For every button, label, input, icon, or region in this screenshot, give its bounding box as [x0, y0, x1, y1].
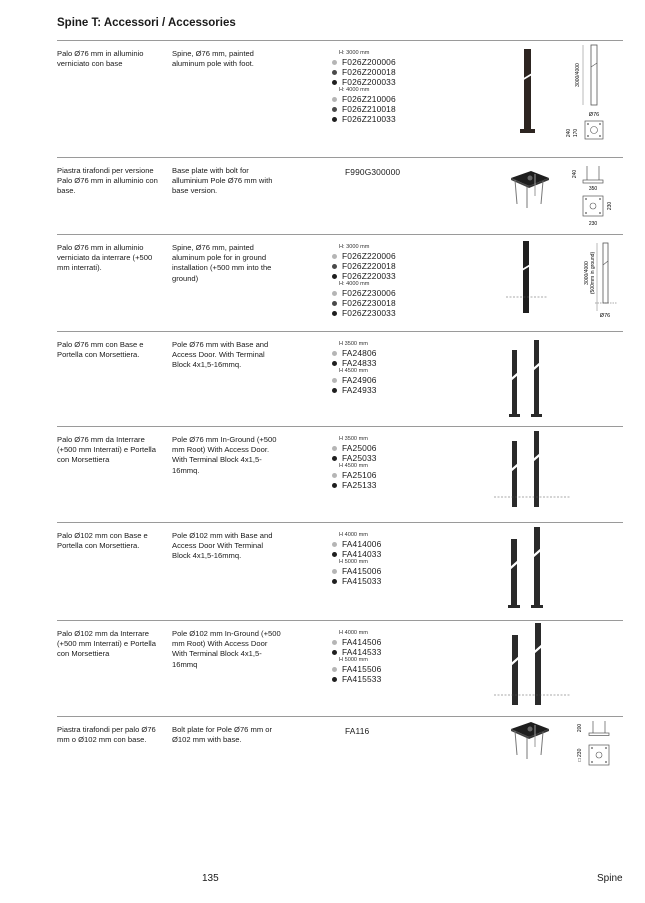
height-label: H: 4000 mm — [339, 281, 370, 287]
product-code: FA414006 — [339, 539, 439, 549]
row-divider — [57, 40, 623, 41]
finish-grey-swatch — [332, 97, 337, 102]
product-code: F026Z200033 — [339, 77, 439, 87]
height-label: H 4500 mm — [339, 368, 368, 374]
finish-black-swatch — [332, 80, 337, 85]
code-list — [339, 167, 439, 177]
finish-grey-swatch — [332, 640, 337, 645]
svg-text:(500mm in ground): (500mm in ground) — [590, 251, 596, 295]
height-label: H: 3000 mm — [339, 244, 370, 250]
height-label: H 5000 mm — [339, 657, 368, 663]
description-it: Piastra tirafondi per versione Palo Ø76 mm in alluminio con base. — [57, 166, 158, 196]
height-label: H 5000 mm — [339, 559, 368, 565]
description-en: Pole Ø76 mm In-Ground (+500 mm Root) With Access Door. With Terminal Block 4x1,5-16mmq. — [172, 435, 277, 475]
pole-pair-render — [502, 527, 562, 617]
product-code: FA24806 — [339, 348, 439, 358]
finish-grey-swatch — [332, 542, 337, 547]
product-code: F026Z230033 — [339, 308, 439, 318]
height-label: H 4500 mm — [339, 463, 368, 469]
pole-dimension-drawing — [557, 43, 627, 149]
product-code: FA25033 — [339, 453, 439, 463]
description-en: Pole Ø76 mm with Base and Access Door. With Terminal Block 4x1,5-16mmq. — [172, 340, 269, 370]
svg-text:3000/4000: 3000/4000 — [584, 261, 590, 285]
product-code: FA25133 — [339, 480, 439, 490]
description-en: Pole Ø102 mm with Base and Access Door With Terminal Block 4x1,5-16mmq. — [172, 531, 273, 561]
description-en: Base plate with bolt for alluminium Pole Ø76 mm with base version. — [172, 166, 273, 196]
description-it: Palo Ø76 mm da Interrare (+500 mm Interrati) e Portella con Morsettiera — [57, 435, 156, 465]
product-code: FA414533 — [339, 647, 439, 657]
product-code: FA414033 — [339, 549, 439, 559]
finish-grey-swatch — [332, 291, 337, 296]
finish-black-swatch — [332, 456, 337, 461]
finish-black-swatch — [332, 579, 337, 584]
product-code: F026Z200006 — [339, 57, 439, 67]
description-it: Palo Ø76 mm con Base e Portella con Morsettiera. — [57, 340, 144, 360]
svg-text:200: 200 — [577, 723, 583, 733]
product-code: F026Z210006 — [339, 94, 439, 104]
pole-render — [502, 237, 552, 317]
product-code: FA24906 — [339, 375, 439, 385]
finish-black-swatch — [332, 650, 337, 655]
product-code: F026Z210033 — [339, 114, 439, 124]
svg-text:170: 170 — [573, 128, 579, 138]
page-title: Spine T: Accessori / Accessories — [57, 17, 236, 29]
product-code: F026Z220006 — [339, 251, 439, 261]
svg-text:□ 230: □ 230 — [577, 748, 583, 762]
product-code: FA415506 — [339, 664, 439, 674]
product-code: F026Z220033 — [339, 271, 439, 281]
pole-pair-render — [502, 338, 562, 424]
pole-render — [512, 45, 542, 145]
svg-text:350: 350 — [588, 186, 598, 192]
finish-grey-swatch — [332, 378, 337, 383]
pole-dimension-drawing — [577, 239, 621, 325]
row-divider — [57, 620, 623, 621]
product-code: FA24833 — [339, 358, 439, 368]
svg-text:240: 240 — [566, 128, 572, 138]
height-label: H: 4000 mm — [339, 87, 370, 93]
section-name: Spine — [597, 873, 623, 884]
description-it: Palo Ø102 mm con Base e Portella con Morsettiera. — [57, 531, 148, 551]
description-it: Piastra tirafondi per palo Ø76 mm o Ø102 mm con base. — [57, 725, 156, 745]
finish-black-swatch — [332, 311, 337, 316]
description-en: Spine, Ø76 mm, painted aluminum pole for in ground installation (+500 mm into the ground) — [172, 243, 272, 283]
base-plate-dimension-drawing — [565, 162, 625, 232]
finish-black-swatch — [332, 677, 337, 682]
row-divider — [57, 157, 623, 158]
description-it: Palo Ø76 mm in alluminio verniciato con base — [57, 49, 144, 69]
code-list — [339, 436, 439, 490]
row-divider — [57, 331, 623, 332]
svg-text:230: 230 — [588, 221, 598, 227]
finish-dark-grey-swatch — [332, 107, 337, 112]
product-code: F026Z230006 — [339, 288, 439, 298]
description-en: Spine, Ø76 mm, painted aluminum pole with foot. — [172, 49, 254, 69]
height-label: H 4000 mm — [339, 532, 368, 538]
code-list — [339, 532, 439, 586]
bolt-plate-render — [505, 717, 555, 763]
code-list — [339, 726, 439, 736]
description-it: Palo Ø102 mm da Interrare (+500 mm Interrati) e Portella con Morsettiera — [57, 629, 156, 659]
description-it: Palo Ø76 mm in alluminio verniciato da interrare (+500 mm interrati). — [57, 243, 153, 273]
finish-grey-swatch — [332, 569, 337, 574]
finish-grey-swatch — [332, 473, 337, 478]
svg-text:Ø76: Ø76 — [599, 313, 611, 319]
svg-text:230: 230 — [607, 201, 613, 211]
finish-grey-swatch — [332, 446, 337, 451]
pole-pair-render — [492, 623, 572, 709]
base-plate-render — [505, 166, 555, 210]
product-code: F026Z230018 — [339, 298, 439, 308]
description-en: Pole Ø102 mm In-Ground (+500 mm Root) With Access Door With Terminal Block 4x1,5-16mmq — [172, 629, 281, 669]
finish-grey-swatch — [332, 60, 337, 65]
product-code: FA415533 — [339, 674, 439, 684]
product-code: FA25006 — [339, 443, 439, 453]
height-label: H 3500 mm — [339, 341, 368, 347]
page-number: 135 — [202, 873, 219, 884]
finish-dark-grey-swatch — [332, 264, 337, 269]
product-code: F026Z210018 — [339, 104, 439, 114]
product-code: FA24933 — [339, 385, 439, 395]
height-label: H 4000 mm — [339, 630, 368, 636]
row-divider — [57, 234, 623, 235]
product-code: F990G300000 — [345, 167, 401, 177]
height-label: H 3500 mm — [339, 436, 368, 442]
code-list — [339, 341, 439, 395]
finish-dark-grey-swatch — [332, 301, 337, 306]
row-divider — [57, 522, 623, 523]
product-code: F026Z200018 — [339, 67, 439, 77]
svg-text:3000/4000: 3000/4000 — [575, 63, 581, 87]
product-code: FA415006 — [339, 566, 439, 576]
finish-grey-swatch — [332, 667, 337, 672]
svg-text:Ø76: Ø76 — [588, 112, 600, 118]
finish-grey-swatch — [332, 351, 337, 356]
finish-black-swatch — [332, 552, 337, 557]
finish-black-swatch — [332, 483, 337, 488]
description-en: Bolt plate for Pole Ø76 mm or Ø102 mm with base. — [172, 725, 273, 745]
product-code: FA25106 — [339, 470, 439, 480]
svg-text:240: 240 — [572, 169, 578, 179]
pole-pair-render — [492, 431, 572, 511]
finish-grey-swatch — [332, 254, 337, 259]
product-code: FA414506 — [339, 637, 439, 647]
code-list — [339, 244, 439, 318]
finish-black-swatch — [332, 388, 337, 393]
code-list — [339, 50, 439, 124]
product-code: F026Z220018 — [339, 261, 439, 271]
bolt-plate-dimension-drawing — [569, 717, 629, 777]
finish-black-swatch — [332, 361, 337, 366]
finish-black-swatch — [332, 117, 337, 122]
row-divider — [57, 426, 623, 427]
finish-dark-grey-swatch — [332, 70, 337, 75]
height-label: H: 3000 mm — [339, 50, 370, 56]
finish-black-swatch — [332, 274, 337, 279]
product-code: FA415033 — [339, 576, 439, 586]
code-list — [339, 630, 439, 684]
product-code: FA116 — [345, 726, 370, 736]
